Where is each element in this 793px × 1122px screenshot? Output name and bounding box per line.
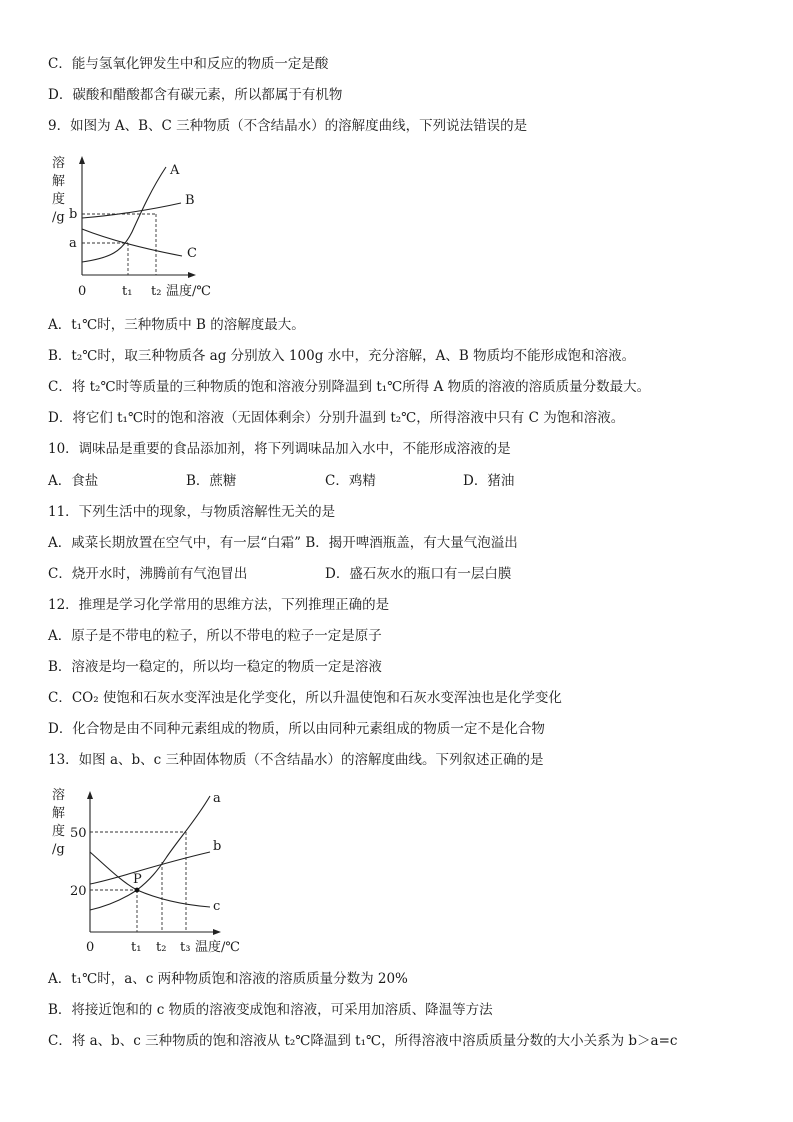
chart1-tick-t2: t₂ <box>151 284 162 299</box>
chart1-xlabel: 温度/℃ <box>166 284 211 299</box>
solubility-chart-2 <box>0 780 250 960</box>
q9-option-a: A．t₁℃时，三种物质中 B 的溶解度最大。 <box>48 317 305 333</box>
q11-options-ab: A．咸菜长期放置在空气中，有一层“白霜” B．揭开啤酒瓶盖，有大量气泡溢出 <box>48 535 518 551</box>
svg-text:溶: 溶 <box>52 156 66 171</box>
q8-option-d: D．碳酸和醋酸都含有碳元素，所以都属于有机物 <box>48 87 343 103</box>
chart2-label-c: c <box>213 899 221 914</box>
chart1-label-a: A <box>170 163 180 178</box>
chart2-point-p <box>135 888 140 893</box>
chart1-tick-b: b <box>69 207 78 222</box>
svg-text:/g: /g <box>52 842 65 857</box>
q13-option-c: C．将 a、b、c 三种物质的饱和溶液从 t₂℃降温到 t₁℃，所得溶液中溶质质量分数的大小关系为 b＞a=c <box>48 1033 678 1049</box>
chart1-ylabel <box>52 155 65 225</box>
svg-text:/g: /g <box>52 210 65 225</box>
q12-stem: 12．推理是学习化学常用的思维方法，下列推理正确的是 <box>48 597 390 613</box>
chart1-label-b: B <box>185 193 195 208</box>
q12-option-b: B．溶液是均一稳定的，所以均一稳定的物质一定是溶液 <box>48 659 382 675</box>
chart1-label-c: C <box>187 246 197 261</box>
q9-stem: 9．如图为 A、B、C 三种物质（不含结晶水）的溶解度曲线，下列说法错误的是 <box>48 118 528 134</box>
chart2-point-label: P <box>133 872 142 887</box>
q12-option-a: A．原子是不带电的粒子，所以不带电的粒子一定是原子 <box>48 628 382 644</box>
q10-option-b: B．蔗糖 <box>186 473 237 489</box>
q9-option-b: B．t₂℃时，取三种物质各 ag 分别放入 100g 水中，充分溶解，A、B 物质均不能形成饱和溶液。 <box>48 348 636 364</box>
q11-stem: 11．下列生活中的现象，与物质溶解性无关的是 <box>48 504 336 520</box>
q12-option-d: D．化合物是由不同种元素组成的物质，所以由同种元素组成的物质一定不是化合物 <box>48 721 545 737</box>
chart1-x-arrow <box>188 272 196 278</box>
chart2-label-b: b <box>213 839 222 854</box>
q9-option-d: D．将它们 t₁℃时的饱和溶液（无固体剩余）分别升温到 t₂℃，所得溶液中只有 C 为饱和溶液。 <box>48 410 625 426</box>
solubility-chart-1 <box>0 150 230 305</box>
q9-option-c: C．将 t₂℃时等质量的三种物质的饱和溶液分别降温到 t₁℃所得 A 物质的溶液的溶质质量分数最大。 <box>48 379 651 395</box>
chart1-curve-b <box>82 203 181 218</box>
svg-text:解: 解 <box>52 806 66 821</box>
chart2-tick-20: 20 <box>70 884 87 899</box>
chart2-y-arrow <box>87 791 93 799</box>
chart2-ylabel <box>52 787 65 857</box>
chart2-tick-t3: t₃ <box>180 940 191 955</box>
chart2-origin: 0 <box>86 940 95 955</box>
q13-stem: 13．如图 a、b、c 三种固体物质（不含结晶水）的溶解度曲线。下列叙述正确的是 <box>48 752 544 768</box>
chart2-tick-t2: t₂ <box>156 940 167 955</box>
svg-text:度: 度 <box>52 824 66 839</box>
chart1-origin: 0 <box>78 284 87 299</box>
chart1-tick-a: a <box>69 236 77 251</box>
svg-text:解: 解 <box>52 174 66 189</box>
chart1-curve-a <box>82 167 166 262</box>
q10-stem: 10．调味品是重要的食品添加剂，将下列调味品加入水中，不能形成溶液的是 <box>48 441 511 457</box>
chart1-y-arrow <box>79 156 85 164</box>
q10-option-c: C．鸡精 <box>325 473 376 489</box>
q11-option-c: C．烧开水时，沸腾前有气泡冒出 <box>48 566 248 582</box>
q13-option-a: A．t₁℃时，a、c 两种物质饱和溶液的溶质质量分数为 20% <box>48 971 408 987</box>
chart2-curve-a <box>90 796 210 910</box>
q10-option-d: D．猪油 <box>463 473 515 489</box>
chart2-xlabel: 温度/℃ <box>195 940 240 955</box>
svg-text:溶: 溶 <box>52 788 66 803</box>
q10-option-a: A．食盐 <box>48 473 99 489</box>
q11-option-d: D．盛石灰水的瓶口有一层白膜 <box>325 566 512 582</box>
q8-option-c: C．能与氢氧化钾发生中和反应的物质一定是酸 <box>48 56 329 72</box>
q13-option-b: B．将接近饱和的 c 物质的溶液变成饱和溶液，可采用加溶质、降温等方法 <box>48 1002 493 1018</box>
q12-option-c: C．CO₂ 使饱和石灰水变浑浊是化学变化，所以升温使饱和石灰水变浑浊也是化学变化 <box>48 690 562 706</box>
chart2-label-a: a <box>213 791 221 806</box>
chart1-tick-t1: t₁ <box>122 284 133 299</box>
chart2-x-arrow <box>213 929 221 935</box>
chart2-tick-t1: t₁ <box>131 940 142 955</box>
chart2-tick-50: 50 <box>70 826 87 841</box>
svg-text:度: 度 <box>52 192 66 207</box>
